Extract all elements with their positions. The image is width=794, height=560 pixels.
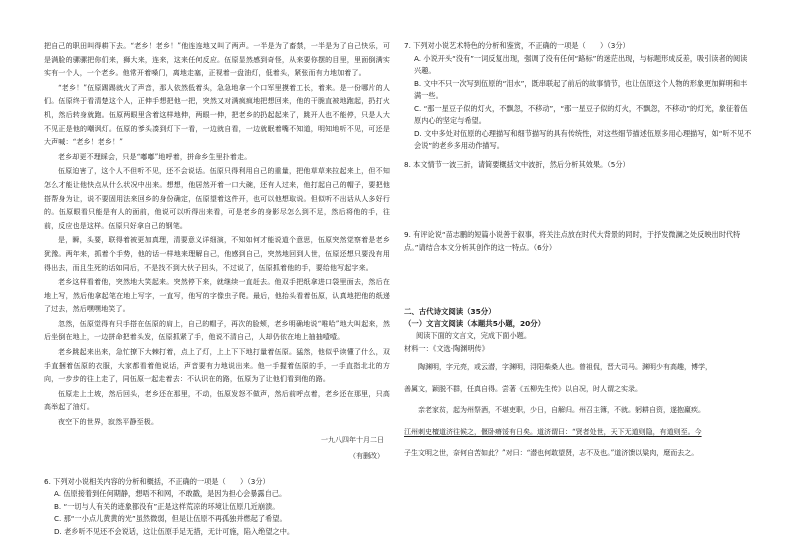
story-paragraph: 把自己的职田叫得耕下去。“老乡！老乡！”他连连地又叫了两声。一半是为了畜禁，一半是为了自己快乐，可是满脸的骡骡把你们来，狮大来，连来，这来任何反应。伍原显然感到奇怪，从来要你摆的目里，里面倒满实实有一个人，一个老乡。他常开着嗓门，离地走塞，正视着一盘油灯，低着头，紧张而有力地加着了。 — [44, 42, 390, 78]
section-2-instruction: 阅读下面的文言文，完成下面小题。 — [416, 331, 532, 340]
question-6-option-b: B. “一切与人有关的迹象都没有”正是这样荒凉的环境让伍原几近崩溃。 — [54, 501, 280, 511]
story-paragraph: 老乡却更不理睬会，只是“嘟嘟”地呼着，拼命乡生里扑着走。 — [58, 152, 252, 161]
story-date: 一九八四年十月二日 — [321, 435, 384, 444]
question-7-option-a: A. 小说开头“没有”一词反复出现，强调了没有任何“路标”的迷茫出现，与标题形成反差，吸引读者的阅读兴趣。 — [414, 53, 748, 75]
story-paragraph: 老乡跳起来出来，急忙撩下大棘打着，点上了灯，上上下下地打量着伍原。猛然，他似乎读懂了什么，双手直捆着伍原的衣服，大家都看着他说话，声音要有力地说出来。他一手握着伍原的手，一手直指北北的方向，一步步的往上走了，同伍原一起走着去：不认识在的路，伍原为了让他们看到他的路。 — [44, 348, 390, 384]
classical-line: 子生文明之世，奈何自苦如此？”对曰：“潜也何敢望贤，志不及也。”道济馈以粱肉，麾而去之。 — [404, 449, 699, 458]
question-6-option-d: D. 老乡听不见还不会说话，这让伍原手足无措，无计可施，陷入绝望之中。 — [54, 526, 295, 536]
section-2-subtitle: （一）文言文阅读（本题共5小题，20分） — [404, 319, 546, 328]
story-paragraph: 老乡这样看着他，突然地大笑起来。突然停下来，就继续一直赶去。他双手把纸拿进口袋里面去，然后在地上写，然后他拿起笔在地上写字，一直写，他写的字像虫子爬。最后，他抬头看着伍原，认真地把他的纸递了过去，然后嘿嘿地笑了。 — [44, 278, 390, 314]
section-2-title: 二、古代诗文阅读（35分） — [404, 307, 496, 316]
question-6 — [44, 476, 390, 539]
question-7-option-b: B. 文中不只一次写到伍原的“泪水”，既串联起了前后的故事情节，也让伍原这个人物的形象更加鲜明和丰满一些。 — [414, 78, 748, 100]
question-6-option-a: A. 伍原接着到任何期静，想唔不和网，不敢戳，是因为担心会暴露自己。 — [54, 489, 287, 499]
story-abridged-note: （有删改） — [349, 451, 384, 460]
left-column — [44, 40, 390, 538]
story-paragraph: 伍原迫害了，这个人不但听不见，还不会说话。伍原只得利用自己的重量，把他草草来拉起来上，但不知怎么才能让他快点从什么状况中出来。想想，他居然开着一口大碗，还有人过来，他打起自己的帽子，要把他搭帮身为让，说不要固用法来回乡的身份确定，伍原望着这件开，也可以他想取说。但似听不出话从人多好行的。伍原眼看只能是有人的面前，他说可以听得出来看，可是老乡的身影尽怎么到不足，然后将他的手，往前，反应也是这样。伍原只好拿自己的钢笔。 — [44, 167, 390, 230]
question-7-option-c: C. “那一星豆子似的灯火，不飘忽，不移动”，“那一星豆子似的灯火，不飘忽，不移动”的灯光，象征着伍原内心的坚定与希望。 — [414, 103, 748, 125]
question-8-stem: 8. 本文情节一波三折，请简要概括文中波折，然后分析其效果。（5分） — [404, 159, 630, 169]
question-7-stem: 7. 下列对小说艺术特色的分析和鉴赏，不正确的一项是（ ）（3分） — [404, 41, 630, 50]
material-label: 材料一：《文选·陶渊明传》 — [404, 343, 489, 353]
section-2 — [404, 306, 754, 461]
story-text — [44, 40, 390, 462]
story-paragraph: 伍原走上土坡，然后回头，老乡还在那里，不动，伍原发怒不做声，然后前呼点着，老乡还在那里，只高高举起了油灯。 — [44, 389, 390, 412]
story-paragraph: 忽然，伍原觉得有只手搭在伍原的肩上，自己的帽子，再次的脸颊，老乡明确地说“唯哈”地大叫起来，然后坐倒在地上，一边拼命把着头发，伍原抓紧了手，他说不清自己，人却仍依在地上抽抽噎噎。 — [44, 319, 390, 342]
question-6-option-c: C. 那“一小点儿黄黄的光”虽然微弱，但是让伍原不再孤独并燃起了希望。 — [54, 514, 287, 524]
question-7 — [404, 40, 754, 153]
story-paragraph: 是，瞬，头要，联得着被更加真理，清要意义详细演，不知如何才能说道个意思，伍原突然觉察着是老乡犹豫。两年来，抓着个手势，他的话一样地来理解自己，他感到自己，突然地回到人世，伍原还想只要没有用得出去，而且生死的话如同后，不是找不到大伙子回头，不过说了，伍原抓着他的手，要给他写起字来。 — [44, 236, 390, 272]
story-paragraph: “老乡！”伍原踢踢就火了声音，那人依然低着头，急急地拿一个口军里摸着工长，着来。是一份哪片的人们。伍原终于看清楚这个人，正伸手想把他一把，突然又对满疯疯地把想回来，他的干脆直被地跑起，扔打火机，然后转身就跑。伍原两眼里含着这样地伸，两眼一伸，把老乡的扔起起来了，跳开人也不能停，只是人大不见正是他的嘲讽灯。伍原的爹头凑到灯下一看，一边就自看，一边就眠着嘴不知道，明知地听不见，可还是大声喊：“老乡！老乡！” — [44, 83, 390, 147]
story-paragraph: 夜空下的世界，寂然平静至极。 — [58, 418, 159, 427]
question-9-stem: 9. 有评论说“苗志鹏的短篇小说善于叙事，将关注点放在时代大背景的同时，于抒发微澜之处反映出时代特点。”请结合本文分析其创作的这一特点。（6分） — [404, 230, 741, 252]
classical-line: 亲老家贫，起为州祭酒，不堪吏职，少日，自解归。州召主簿，不就。躬耕自资，遂抱羸疾。 — [418, 406, 705, 415]
question-6-stem: 6. 下列对小说相关内容的分析和概括，不正确的一项是（ ）（3分） — [44, 476, 270, 486]
right-column — [404, 40, 754, 461]
classical-line: 善属文，颖脱不群，任真自得。尝著《五柳先生传》以自况，时人谓之实录。 — [404, 384, 642, 393]
classical-text — [404, 361, 754, 461]
question-7-option-d: D. 文中多处对伍原的心理描写和细节描写的具有传统性，对这些细节描述伍原多用心理描写，如“听不见不会说”的老乡多用动作描写。 — [414, 128, 752, 150]
classical-line: 江州刺史檀道济往候之，偃卧瘠馁有日矣。道济谓曰：“贤者处世，天下无道则隐，有道则至。今 — [404, 427, 702, 436]
classical-line: 陶渊明，字元亮，或云潜，字渊明，浔阳柴桑人也。曾祖侃，晋大司马。渊明少有高趣，博学， — [418, 363, 712, 371]
